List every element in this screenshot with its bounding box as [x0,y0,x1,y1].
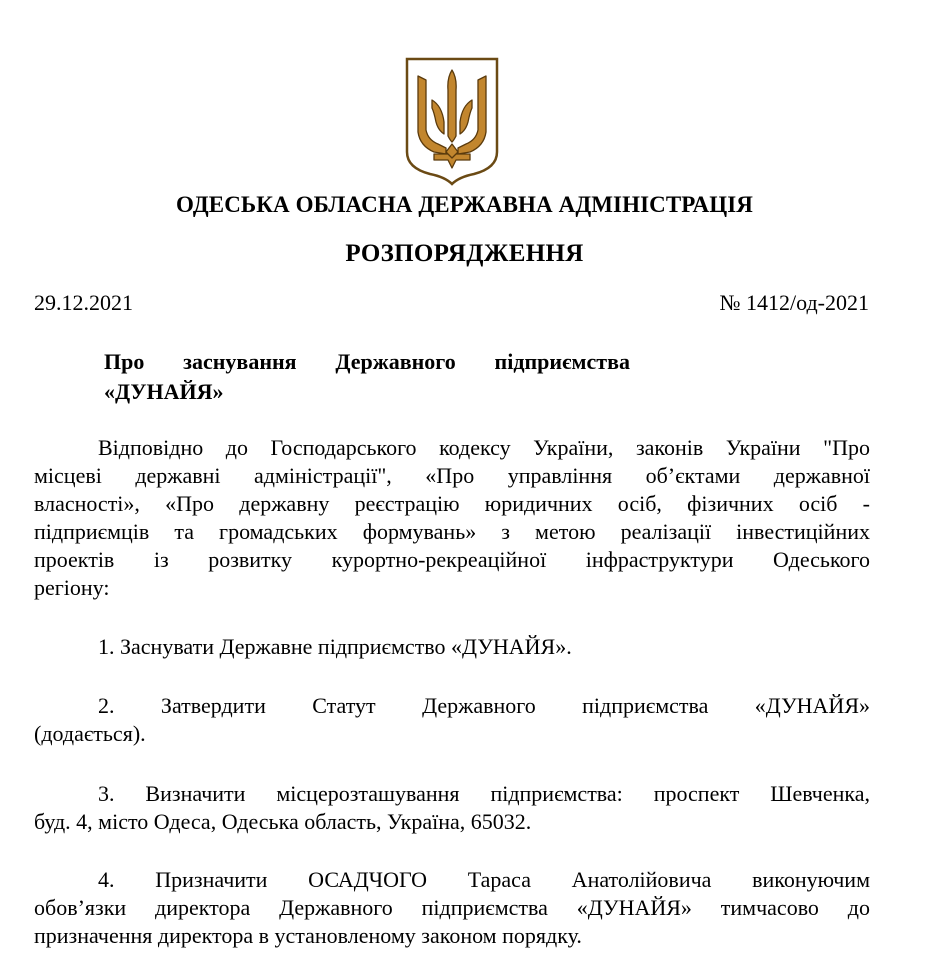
paragraph-line: місцеві державні адміністрації", «Про управління об’єктами державної [34,463,870,488]
paragraph-line: буд. 4, місто Одеса, Одеська область, Україна, 65032. [34,809,532,834]
paragraph-line: підприємців та громадських формувань» з метою реалізації інвестиційних [34,519,870,544]
document-date: 29.12.2021 [34,290,133,315]
subject-line: «ДУНАЙЯ» [104,379,224,404]
paragraph-line: Відповідно до Господарського кодексу України, законів України "Про [98,435,870,460]
paragraph-line: призначення директора в установленому законом порядку. [34,923,582,948]
paragraph-line: 2. Затвердити Статут Державного підприємства «ДУНАЙЯ» [98,693,870,718]
paragraph-line: 4. Призначити ОСАДЧОГО Тараса Анатолійовича виконуючим [98,867,870,892]
subject-line: Про заснування Державного підприємства [104,349,630,374]
paragraph-line: регіону: [34,575,110,600]
organization-name: ОДЕСЬКА ОБЛАСНА ДЕРЖАВНА АДМІНІСТРАЦІЯ [176,192,753,217]
paragraph-line: 3. Визначити місцерозташування підприємства: проспект Шевченка, [98,781,870,806]
document-number: № 1412/од-2021 [719,290,869,315]
subject-heading [104,347,630,407]
preamble-paragraph [34,434,870,602]
paragraph-line: (додається). [34,721,146,746]
order-item-3 [34,780,870,836]
paragraph-line: обов’язки директора Державного підприємства «ДУНАЙЯ» тимчасово до [34,895,870,920]
order-item-1 [34,633,870,661]
coat-of-arms-icon [404,56,500,186]
order-item-2 [34,692,870,748]
paragraph-line: 1. Заснувати Державне підприємство «ДУНАЙЯ». [98,634,572,659]
paragraph-line: власності», «Про державну реєстрацію юридичних осіб, фізичних осіб - [34,491,870,516]
paragraph-line: проектів із розвитку курортно-рекреаційної інфраструктури Одеського [34,547,870,572]
document-type: РОЗПОРЯДЖЕННЯ [345,240,584,267]
order-item-4 [34,866,870,950]
